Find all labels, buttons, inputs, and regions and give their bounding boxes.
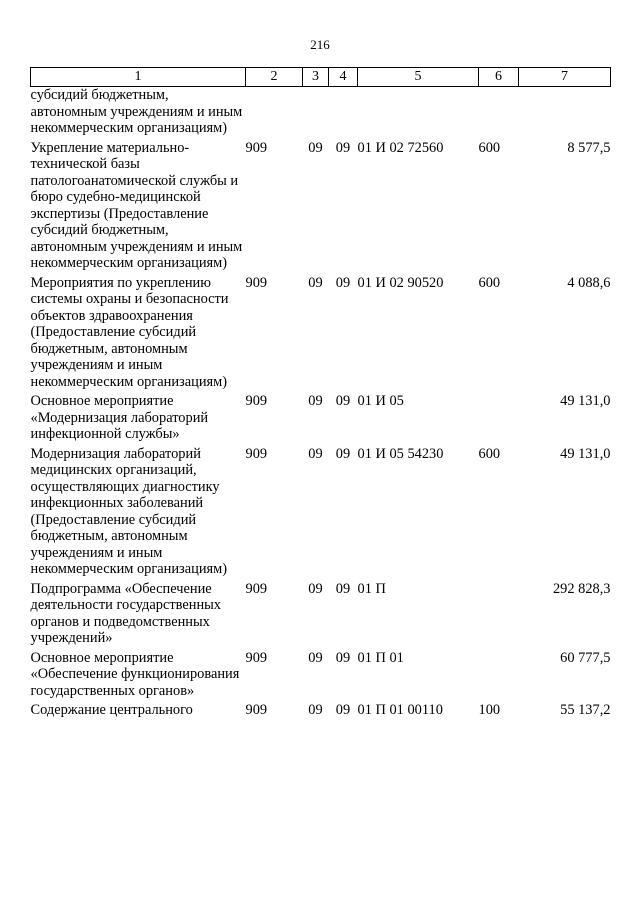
header-col-5: 5 — [358, 68, 479, 87]
row-name: Укрепление материально-технической базы патологоанатомической службы и бюро судебно-медицинской экспертизы (Предоставление субсидий бюджетным, автономным учреждениям и иным некоммерческим организациям) — [30, 139, 243, 271]
row-code-section: 09 — [308, 649, 323, 666]
table-row — [31, 443, 611, 578]
row-code-expense-type — [479, 578, 519, 647]
row-code-subsection: 09 — [335, 702, 351, 718]
row-code-section: 09 — [308, 393, 323, 409]
row-code-target: 01 И 05 54230 — [357, 445, 444, 462]
row-code-target: 01 И 02 90520 — [357, 274, 444, 291]
row-code-target: 01 П 01 — [357, 649, 404, 666]
row-code-subsection: 09 — [335, 445, 351, 462]
row-code-subsection: 09 — [335, 393, 351, 409]
row-code-section: 09 — [308, 580, 323, 597]
table-header-row — [31, 68, 611, 87]
row-amount: 4 088,6 — [567, 274, 611, 291]
row-code-target — [358, 87, 479, 137]
row-amount: 49 131,0 — [560, 393, 611, 409]
header-col-4: 4 — [329, 68, 358, 87]
row-name: Основное мероприятие «Обеспечение функционирования государственных органов» — [30, 649, 240, 699]
table-row — [31, 390, 611, 443]
row-amount: 60 777,5 — [560, 649, 611, 666]
row-code-section: 09 — [308, 445, 323, 462]
row-code-subsection: 09 — [335, 580, 351, 597]
page-number: 216 — [310, 37, 330, 52]
row-code-ministry: 909 — [245, 139, 268, 156]
row-code-subsection: 09 — [335, 649, 351, 666]
row-code-ministry: 909 — [245, 649, 268, 666]
row-code-ministry — [246, 87, 303, 137]
header-col-3: 3 — [303, 68, 329, 87]
table-row — [31, 578, 611, 647]
row-name: субсидий бюджетным, автономным учреждениям и иным некоммерческим организациям) — [30, 87, 243, 136]
table-row — [31, 137, 611, 272]
row-code-ministry: 909 — [245, 274, 268, 291]
table-row — [31, 87, 611, 137]
row-amount — [519, 87, 611, 137]
row-code-section — [303, 87, 329, 137]
row-amount: 8 577,5 — [567, 139, 611, 156]
row-code-subsection: 09 — [335, 139, 351, 156]
row-code-expense-type — [479, 647, 519, 700]
row-name: Подпрограмма «Обеспечение деятельности государственных органов и подведомственных учреждений» — [30, 580, 222, 646]
row-code-target: 01 И 02 72560 — [357, 139, 444, 156]
budget-table — [30, 67, 611, 719]
row-code-target: 01 П — [357, 580, 386, 597]
row-code-target: 01 И 05 — [357, 393, 404, 409]
row-code-expense-type — [479, 87, 519, 137]
row-amount: 55 137,2 — [560, 702, 611, 718]
row-code-section: 09 — [308, 274, 323, 291]
row-code-expense-type — [479, 390, 519, 443]
header-col-6: 6 — [479, 68, 519, 87]
table-row — [31, 647, 611, 700]
header-col-2: 2 — [246, 68, 303, 87]
row-code-expense-type: 600 — [478, 274, 501, 291]
header-col-7: 7 — [519, 68, 611, 87]
row-name: Модернизация лабораторий медицинских организаций, осуществляющих диагностику инфекционных заболеваний (Предоставление субсидий бюджетным, автономным учреждениям и иным некоммерческим организациям) — [30, 445, 228, 577]
row-amount: 292 828,3 — [552, 580, 611, 597]
row-code-target: 01 П 01 00110 — [357, 702, 443, 718]
row-code-subsection — [329, 87, 358, 137]
row-name: Содержание центрального — [30, 702, 193, 718]
table-row — [31, 272, 611, 391]
row-code-ministry: 909 — [245, 580, 268, 597]
header-col-1: 1 — [31, 68, 246, 87]
table-row — [31, 699, 611, 719]
row-code-subsection: 09 — [335, 274, 351, 291]
row-code-ministry: 909 — [245, 393, 268, 409]
row-code-expense-type: 600 — [478, 139, 501, 156]
row-code-expense-type: 600 — [478, 445, 501, 462]
row-amount: 49 131,0 — [560, 445, 611, 462]
row-code-expense-type: 100 — [478, 702, 501, 718]
row-code-ministry: 909 — [245, 702, 268, 718]
row-code-section: 09 — [308, 702, 323, 718]
row-code-section: 09 — [308, 139, 323, 156]
row-name: Мероприятия по укреплению системы охраны и безопасности объектов здравоохранения (Предоставление субсидий бюджетным, автономным учреждениям и иным некоммерческим организациям) — [30, 274, 229, 390]
row-name: Основное мероприятие «Модернизация лабораторий инфекционной службы» — [30, 393, 209, 442]
row-code-ministry: 909 — [245, 445, 268, 462]
